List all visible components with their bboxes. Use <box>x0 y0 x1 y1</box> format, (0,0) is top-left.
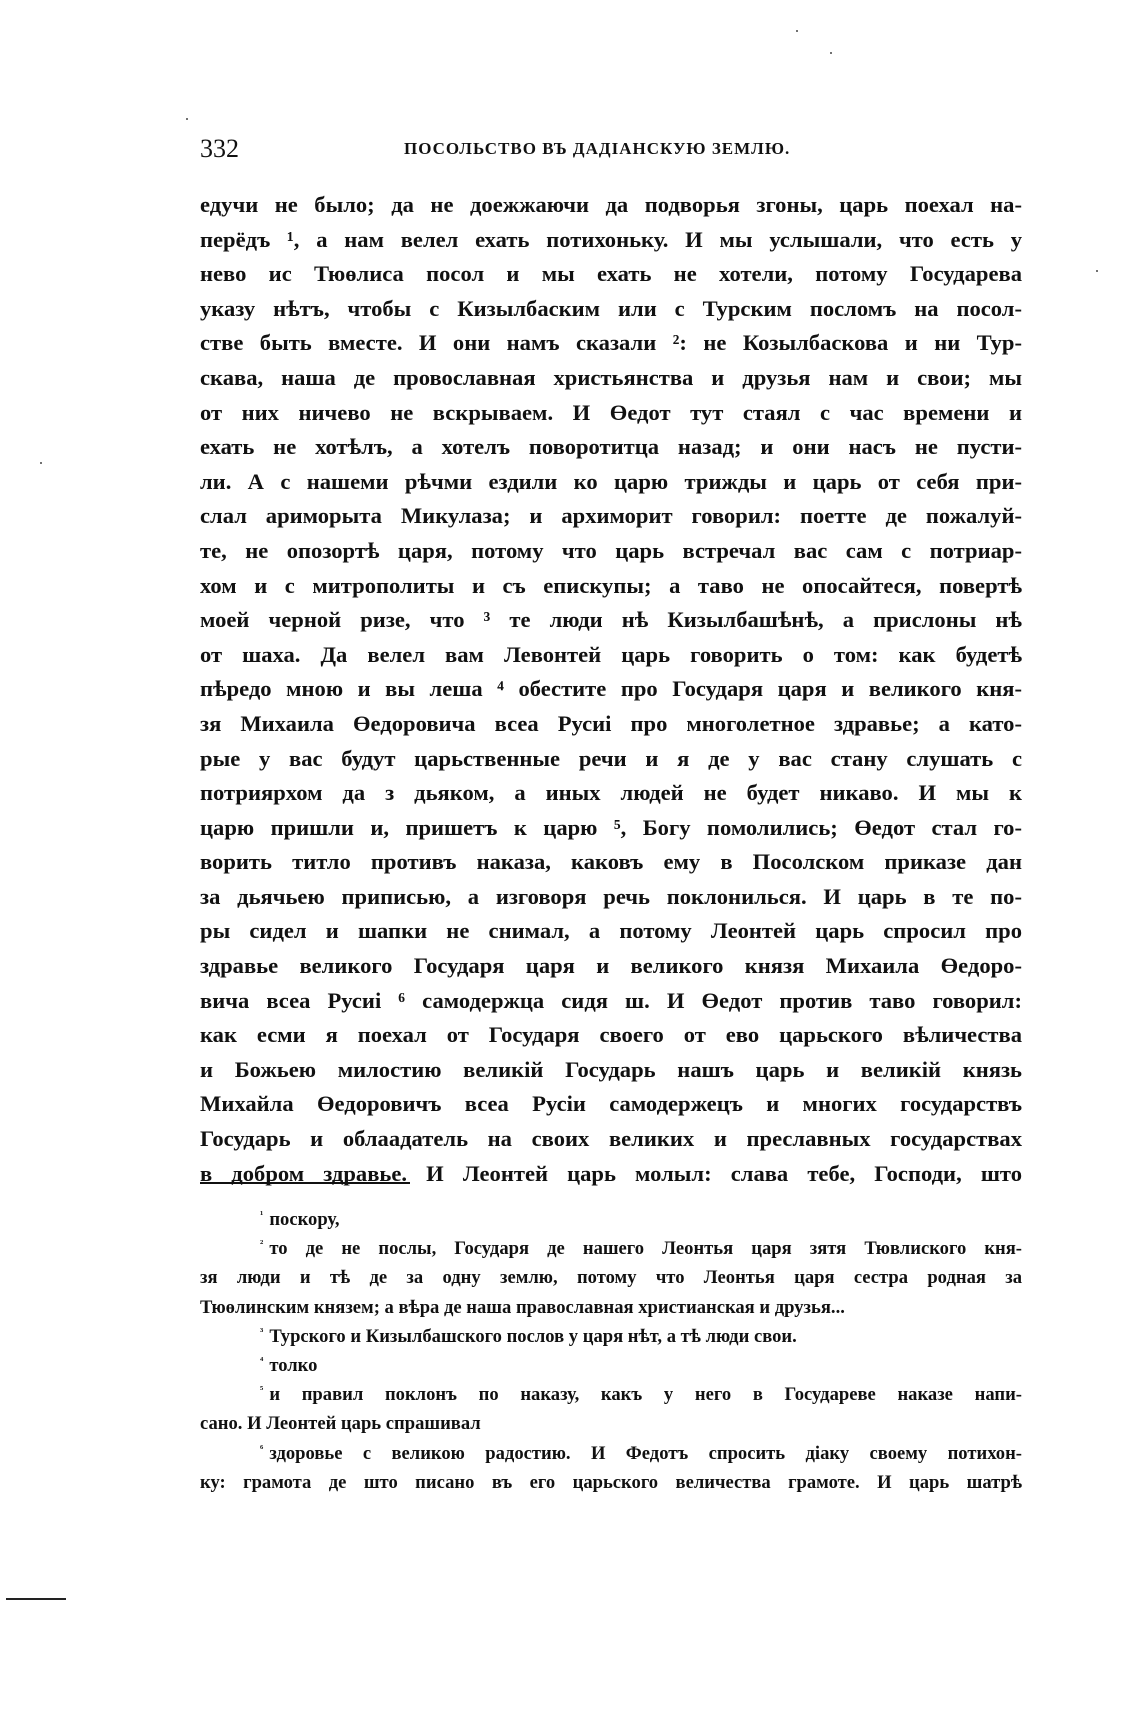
body-line: от шаха. Да велел вам Левонтей царь говорить о том: как будетѣ <box>200 641 1022 667</box>
scan-speck <box>40 462 42 464</box>
running-title: ПОСОЛЬСТВО ВЪ ДАДІАНСКУЮ ЗЕМЛЮ. <box>404 139 791 158</box>
footnote-text: здоровье с великою радостию. И Федотъ спросить діаку своему потихон- <box>269 1442 1022 1464</box>
footnote-mark: ³ <box>260 1325 264 1338</box>
footnote-1 <box>200 1205 1022 1234</box>
body-line: те, не опозортѣ царя, потому что царь встречал вас сам с потриар- <box>200 537 1022 563</box>
body-text <box>200 188 1022 1191</box>
footnote-line <box>200 1351 1022 1380</box>
footnote-mark: ⁴ <box>260 1354 264 1367</box>
footnote-6 <box>200 1439 1022 1497</box>
body-line: стве быть вместе. И они намъ сказали ²: не Козылбаскова и ни Тур- <box>200 330 1022 356</box>
footnotes <box>200 1205 1022 1497</box>
body-line: за дьячьею приписью, а изговоря речь поклонилься. И царь в те по- <box>200 883 1022 909</box>
footnote-text: то де не послы, Государя де нашего Леонтья царя зятя Тювлиского кня- <box>269 1238 1022 1260</box>
body-line: потриярхом да з дьяком, а иных людей не будет никаво. И мы к <box>200 780 1022 806</box>
body-line: ворить титло противъ наказа, каковъ ему в Посолском приказе дан <box>200 849 1022 875</box>
body-line: Михайла Өедоровичъ всеа Русіи самодержецъ и многих государствъ <box>200 1091 1022 1117</box>
footnote-text: и правил поклонъ по наказу, какъ у него в Государеве наказе напи- <box>269 1384 1022 1406</box>
footnote-mark: ² <box>260 1238 264 1251</box>
footnote-mark: ⁵ <box>260 1384 264 1397</box>
scan-speck <box>186 118 188 120</box>
footnote-text: толко <box>269 1354 318 1376</box>
body-line: ли. А с нашеми рѣчми ездили ко царю трижды и царь от себя при- <box>200 468 1022 494</box>
footnote-line <box>200 1234 1022 1263</box>
body-line: и Божьею милостию великій Государь нашъ царь и великій князь <box>200 1056 1022 1082</box>
footnote-2 <box>200 1234 1022 1322</box>
footnote-mark: ⁶ <box>260 1442 264 1455</box>
body-line: вича всеа Русиі ⁶ самодержца сидя ш. И Өедот против таво говорил: <box>200 987 1022 1013</box>
body-line: перёдъ ¹, а нам велел ехать потихоньку. И мы услышали, что есть у <box>200 226 1022 252</box>
scan-speck <box>796 30 798 32</box>
body-line: моей черной ризе, что ³ те люди нѣ Кизылбашѣнѣ, а прислоны нѣ <box>200 607 1022 633</box>
scan-speck <box>830 52 832 54</box>
footnote-line: сано. И Леонтей царь спрашивал <box>200 1413 481 1435</box>
body-line: зя Михаила Өедоровича всеа Русиі про многолетное здравье; а като- <box>200 710 1022 736</box>
footnote-text: поскору, <box>269 1209 340 1230</box>
footnote-divider <box>200 1182 410 1184</box>
body-line: здравье великого Государя царя и великого князя Михаила Өедоро- <box>200 953 1022 979</box>
footnote-line: Тюөлинским князем; а вѣра де наша православная христианская и друзья... <box>200 1296 845 1318</box>
body-line: ехать не хотѣлъ, а хотелъ поворотитца назад; и они насъ не пусти- <box>200 434 1022 460</box>
scan-speck <box>1096 270 1098 272</box>
page-header <box>200 134 1020 168</box>
footnote-line <box>200 1380 1022 1409</box>
body-line: пѣредо мною и вы леша ⁴ обестите про Государя царя и великого кня- <box>200 676 1022 702</box>
body-line: хом и с митрополиты и съ епискупы; а таво не опосайтеся, повертѣ <box>200 572 1022 598</box>
body-line: ры сидел и шапки не снимал, а потому Леонтей царь спросил про <box>200 918 1022 944</box>
body-line: нево ис Тюөлиса посол и мы ехать не хотели, потому Государева <box>200 261 1022 287</box>
page-number: 332 <box>200 134 239 163</box>
body-line: едучи не было; да не доежжаючи да подворья згоны, царь поехал на- <box>200 192 1022 217</box>
body-line: Государь и облаадатель на своих великих и преславных государствах <box>200 1126 1022 1152</box>
footnote-mark: ¹ <box>260 1209 264 1221</box>
footnote-line: зя люди и тѣ де за одну землю, потому что Леонтья царя сестра родная за <box>200 1267 1022 1289</box>
footnote-text: Турского и Кизылбашского послов у царя нѣт, а тѣ люди свои. <box>269 1325 797 1347</box>
footnote-line <box>200 1322 1022 1351</box>
body-line: указу нѣтъ, чтобы с Кизылбаским или с Турским посломъ на посол- <box>200 295 1022 321</box>
footnote-line <box>200 1439 1022 1468</box>
body-line: рые у вас будут царьственные речи и я де у вас стану слушать с <box>200 745 1022 771</box>
body-line: скава, наша де провославная христьянства и друзья нам и свои; мы <box>200 364 1022 390</box>
body-line: как есми я поехал от Государя своего от ево царьского вѣличества <box>200 1022 1022 1048</box>
footnote-line <box>200 1205 1022 1234</box>
body-line: от них ничево не вскрываем. И Өедот тут стаял с час времени и <box>200 399 1022 425</box>
body-line: слал ариморыта Микулаза; и архиморит говорил: поетте де пожалуй- <box>200 503 1022 529</box>
footnote-5 <box>200 1380 1022 1438</box>
body-line: в добром здравье. И Леонтей царь молыл: слава тебе, Господи, што <box>200 1160 1022 1186</box>
margin-mark <box>6 1598 66 1600</box>
footnote-line: ку: грамота де што писано въ его царьского величества грамоте. И царь шатрѣ <box>200 1471 1022 1493</box>
body-line: царю пришли и, пришетъ к царю ⁵, Богу помолились; Өедот стал го- <box>200 814 1022 840</box>
footnote-4 <box>200 1351 1022 1380</box>
footnote-3 <box>200 1322 1022 1351</box>
